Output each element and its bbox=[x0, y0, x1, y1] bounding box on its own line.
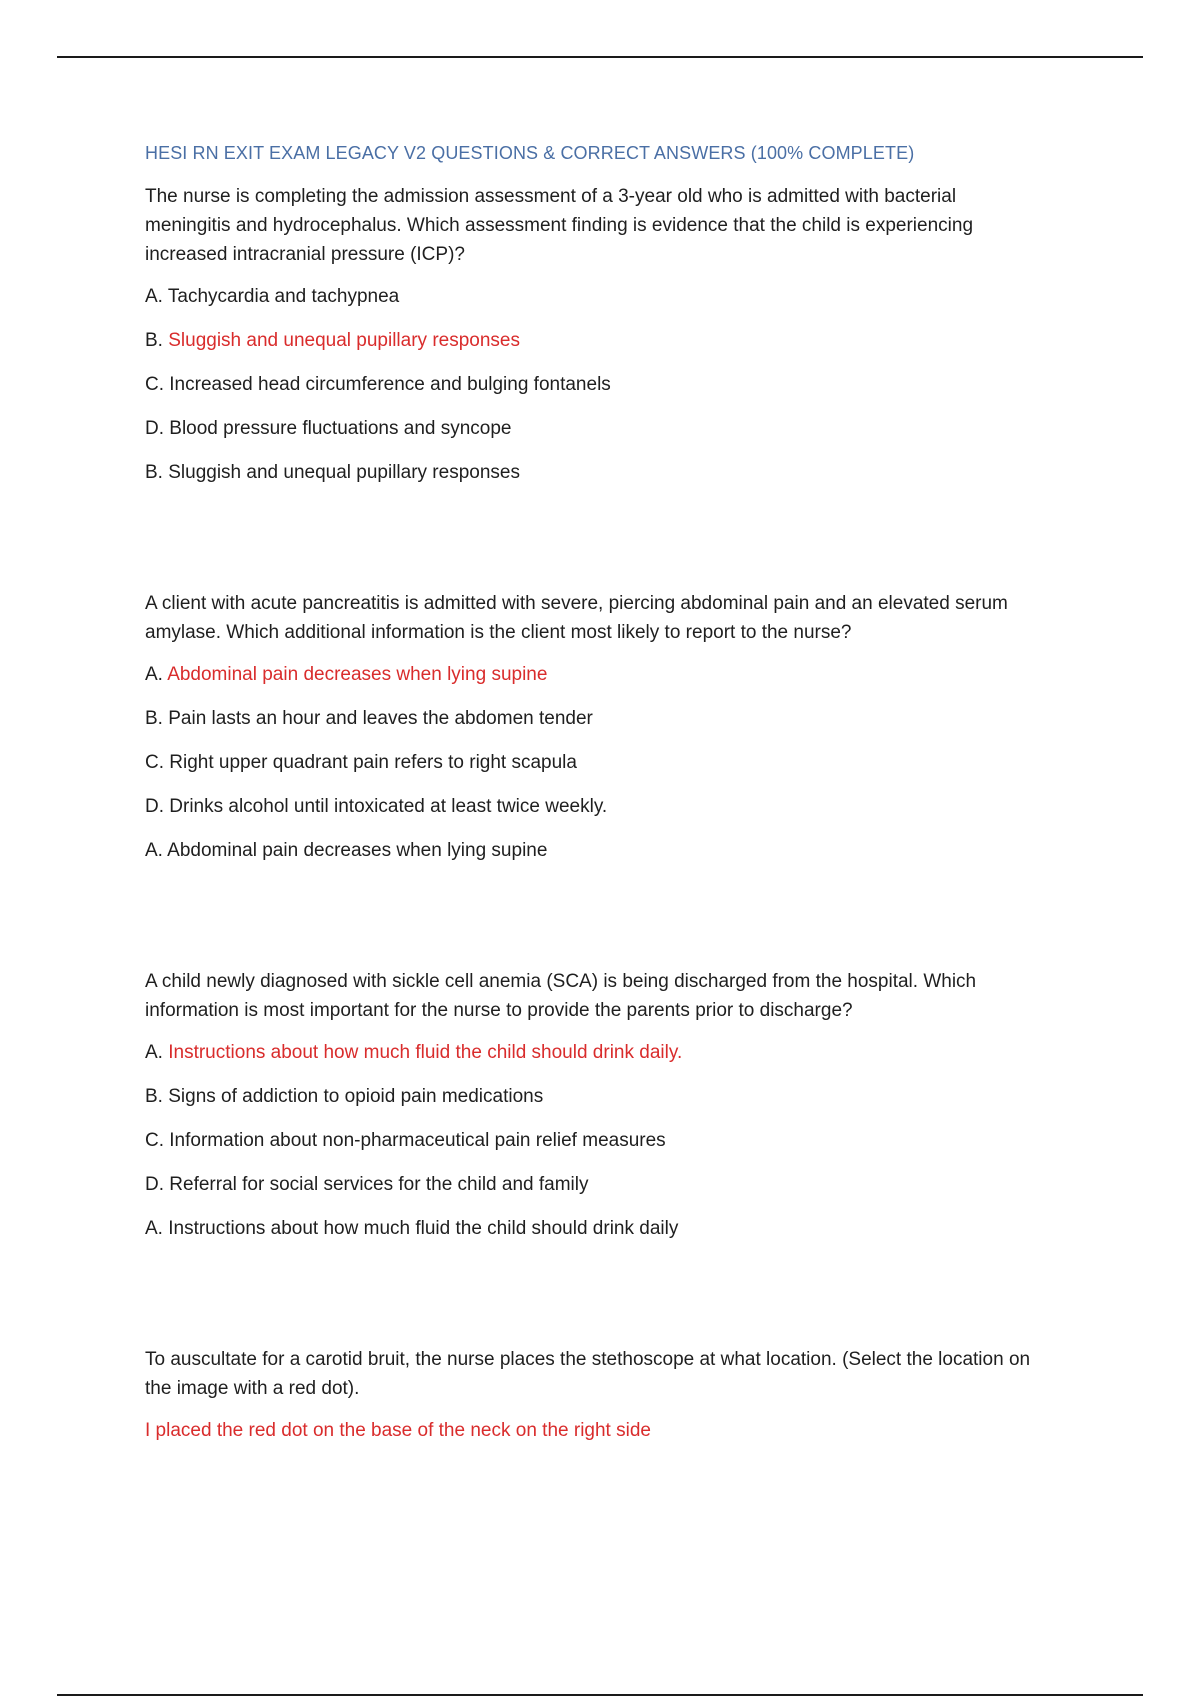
question-4 bbox=[145, 1345, 1045, 1443]
answer-response: I placed the red dot on the base of the neck on the right side bbox=[145, 1420, 651, 1441]
option-letter: C. bbox=[145, 374, 164, 395]
option-text: Increased head circumference and bulging fontanels bbox=[169, 374, 611, 395]
option-text: Pain lasts an hour and leaves the abdomen tender bbox=[168, 708, 593, 729]
option-letter: D. bbox=[145, 1174, 164, 1195]
option-letter: B. bbox=[145, 330, 163, 351]
option-text: Signs of addiction to opioid pain medications bbox=[168, 1086, 544, 1107]
option-text: Blood pressure fluctuations and syncope bbox=[169, 418, 512, 439]
option-c bbox=[145, 751, 1045, 775]
option-letter: B. bbox=[145, 1086, 163, 1107]
option-d bbox=[145, 795, 1045, 819]
option-text: Abdominal pain decreases when lying supine bbox=[167, 664, 548, 685]
option-letter: D. bbox=[145, 796, 164, 817]
option-a-correct bbox=[145, 663, 1045, 687]
option-b bbox=[145, 1085, 1045, 1109]
question-text: A client with acute pancreatitis is admitted with severe, piercing abdominal pain and an elevated serum amylase. Which additional information is the client most likely to report to the nurse? bbox=[145, 593, 1008, 643]
header-rule bbox=[57, 56, 1143, 58]
option-letter: C. bbox=[145, 752, 164, 773]
option-letter: B. bbox=[145, 708, 163, 729]
option-text: Sluggish and unequal pupillary responses bbox=[168, 330, 520, 351]
question-text: A child newly diagnosed with sickle cell anemia (SCA) is being discharged from the hospital. Which information is most important for the nurse to provide the parents prior to discharge? bbox=[145, 971, 977, 1021]
option-letter: D. bbox=[145, 418, 164, 439]
option-b bbox=[145, 707, 1045, 731]
option-a bbox=[145, 285, 1045, 309]
question-3 bbox=[145, 967, 1045, 1241]
option-text: Drinks alcohol until intoxicated at least twice weekly. bbox=[169, 796, 608, 817]
option-c bbox=[145, 373, 1045, 397]
option-text: Right upper quadrant pain refers to right scapula bbox=[169, 752, 577, 773]
answer-line: A. Abdominal pain decreases when lying supine bbox=[145, 840, 548, 861]
option-text: Instructions about how much fluid the child should drink daily. bbox=[168, 1042, 683, 1063]
option-text: Tachycardia and tachypnea bbox=[167, 286, 400, 307]
question-2 bbox=[145, 589, 1045, 863]
page-content bbox=[145, 143, 1045, 1443]
option-letter: A. bbox=[145, 286, 163, 307]
option-c bbox=[145, 1129, 1045, 1153]
option-text: Information about non-pharmaceutical pain relief measures bbox=[169, 1130, 666, 1151]
answer-line: A. Instructions about how much fluid the child should drink daily bbox=[145, 1218, 679, 1239]
question-text: The nurse is completing the admission assessment of a 3-year old who is admitted with bacterial meningitis and hydrocephalus. Which assessment finding is evidence that the child is experiencing increased intracranial pressure (ICP)? bbox=[145, 186, 974, 265]
option-text: Referral for social services for the child and family bbox=[169, 1174, 589, 1195]
answer-line: B. Sluggish and unequal pupillary responses bbox=[145, 462, 520, 483]
option-d bbox=[145, 1173, 1045, 1197]
option-b-correct bbox=[145, 329, 1045, 353]
question-text: To auscultate for a carotid bruit, the nurse places the stethoscope at what location. (Select the location on the image with a red dot). bbox=[145, 1349, 1031, 1399]
option-letter: A. bbox=[145, 664, 163, 685]
footer-rule bbox=[57, 1694, 1143, 1696]
option-a-correct bbox=[145, 1041, 1045, 1065]
document-title: HESI RN EXIT EXAM LEGACY V2 QUESTIONS & CORRECT ANSWERS (100% COMPLETE) bbox=[145, 143, 915, 163]
option-letter: A. bbox=[145, 1042, 163, 1063]
option-letter: C. bbox=[145, 1130, 164, 1151]
option-d bbox=[145, 417, 1045, 441]
question-1 bbox=[145, 182, 1045, 485]
